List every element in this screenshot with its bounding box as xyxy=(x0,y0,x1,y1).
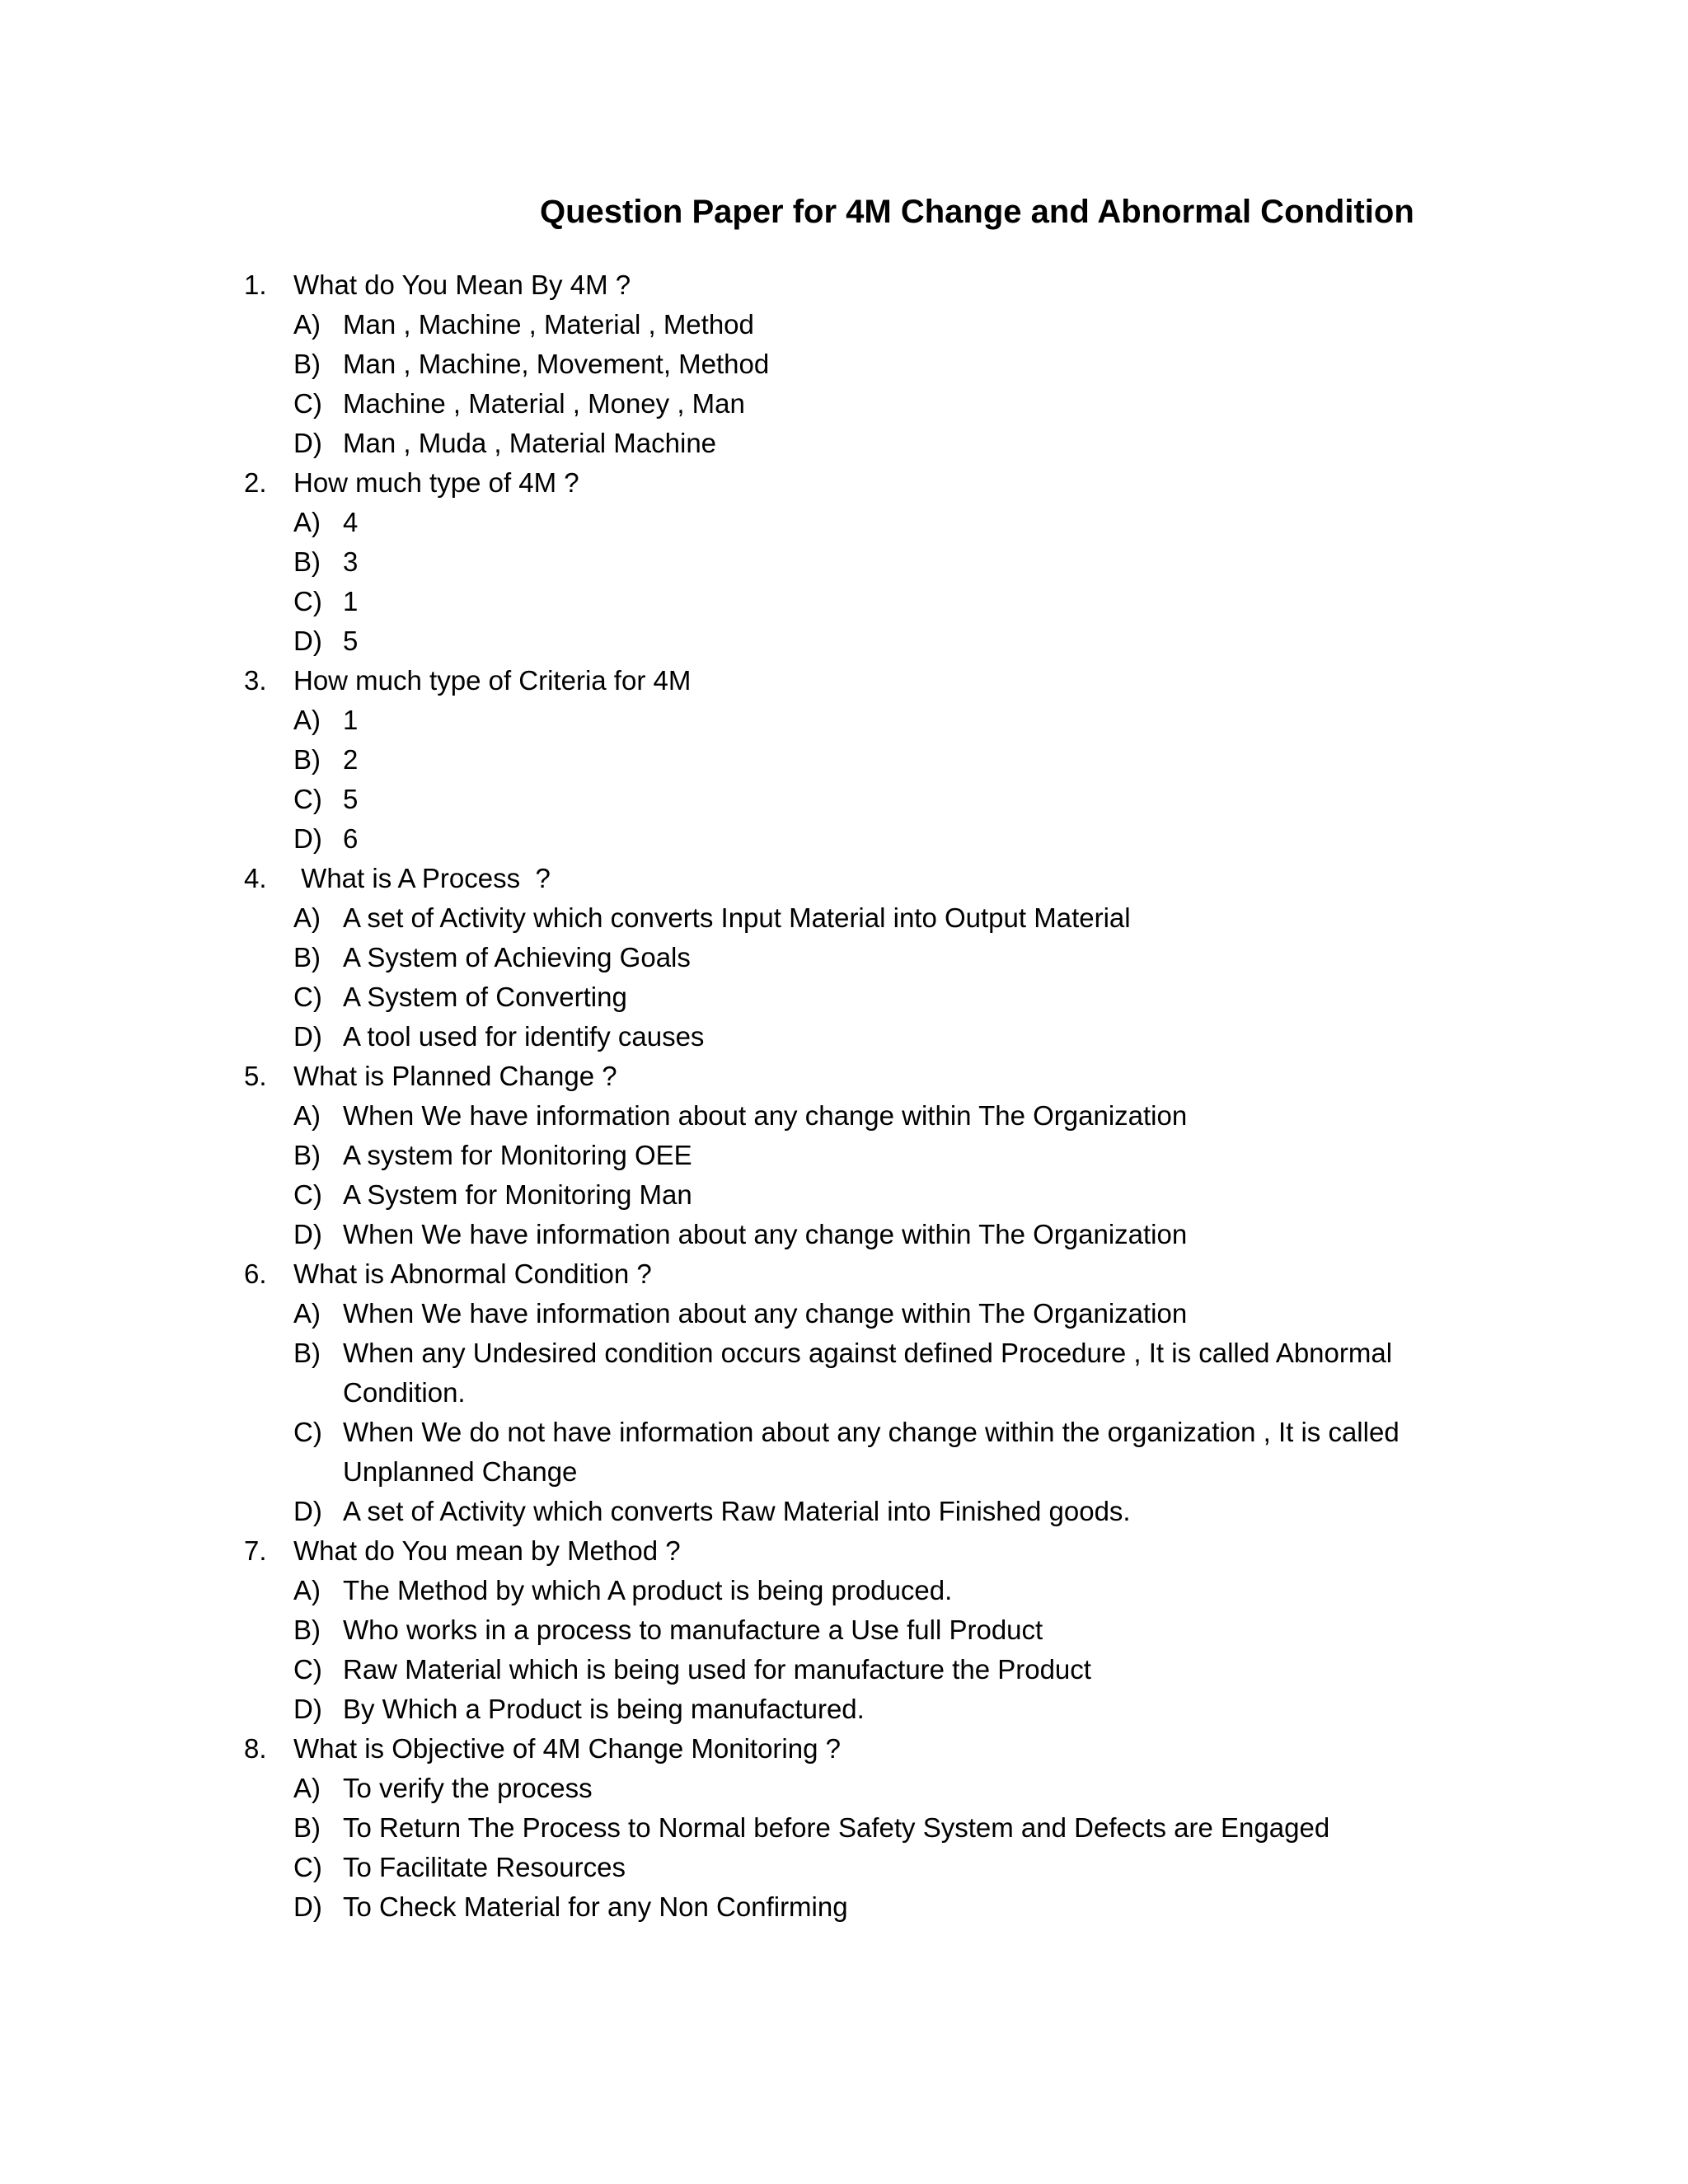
option-item xyxy=(293,1887,1530,1927)
option-item xyxy=(293,384,1530,424)
option-list xyxy=(244,1294,1530,1531)
option-text: Man , Machine, Movement, Method xyxy=(343,349,770,379)
option-letter: B) xyxy=(293,1140,321,1170)
option-item xyxy=(293,1136,1530,1175)
option-text: When We do not have information about any change within the organization , It is called Unplanned Change xyxy=(343,1417,1400,1487)
question-number: 7. xyxy=(244,1535,267,1566)
option-list xyxy=(244,503,1530,661)
option-text: To Facilitate Resources xyxy=(343,1852,626,1882)
option-item xyxy=(293,1017,1530,1057)
question-number: 2. xyxy=(244,467,267,498)
option-text: A set of Activity which converts Input Material into Output Material xyxy=(343,902,1131,933)
option-text: Man , Muda , Material Machine xyxy=(343,428,717,458)
option-text: The Method by which A product is being produced. xyxy=(343,1575,953,1605)
option-letter: D) xyxy=(293,1219,322,1249)
question-row xyxy=(244,265,1530,305)
option-text: To verify the process xyxy=(343,1773,593,1803)
option-text: 3 xyxy=(343,546,359,577)
question-item xyxy=(244,1729,1530,1927)
option-item xyxy=(293,1769,1530,1808)
option-letter: A) xyxy=(293,1575,321,1605)
option-text: A tool used for identify causes xyxy=(343,1021,705,1052)
question-row xyxy=(244,1531,1530,1571)
page-title: Question Paper for 4M Change and Abnormal Condition xyxy=(540,194,1414,230)
option-item xyxy=(293,1215,1530,1254)
option-letter: A) xyxy=(293,1298,321,1329)
option-list xyxy=(244,701,1530,859)
option-letter: B) xyxy=(293,1812,321,1843)
question-item xyxy=(244,1254,1530,1531)
option-item xyxy=(293,503,1530,542)
question-row xyxy=(244,1254,1530,1294)
question-item xyxy=(244,1057,1530,1254)
option-letter: A) xyxy=(293,507,321,537)
option-item xyxy=(293,701,1530,740)
option-text: Man , Machine , Material , Method xyxy=(343,309,754,340)
option-letter: C) xyxy=(293,586,322,616)
option-text: Raw Material which is being used for manufacture the Product xyxy=(343,1654,1091,1685)
option-letter: D) xyxy=(293,1891,322,1922)
option-text: 4 xyxy=(343,507,359,537)
option-item xyxy=(293,1650,1530,1690)
option-item xyxy=(293,780,1530,819)
option-text: A System of Converting xyxy=(343,982,627,1012)
option-text: 1 xyxy=(343,705,359,735)
option-letter: B) xyxy=(293,744,321,775)
question-text: What is Planned Change ? xyxy=(293,1061,617,1091)
option-text: 5 xyxy=(343,626,359,656)
option-text: A System of Achieving Goals xyxy=(343,942,691,972)
option-text: Machine , Material , Money , Man xyxy=(343,388,745,419)
option-text: By Which a Product is being manufactured. xyxy=(343,1694,865,1724)
option-item xyxy=(293,424,1530,463)
option-text: 5 xyxy=(343,784,359,814)
option-text: When We have information about any change within The Organization xyxy=(343,1298,1188,1329)
question-item xyxy=(244,1531,1530,1729)
option-letter: A) xyxy=(293,705,321,735)
question-list xyxy=(244,265,1530,1927)
option-letter: B) xyxy=(293,349,321,379)
question-item xyxy=(244,661,1530,859)
question-number: 6. xyxy=(244,1258,267,1289)
option-list xyxy=(244,305,1530,463)
option-letter: C) xyxy=(293,1852,322,1882)
option-text: When We have information about any change within The Organization xyxy=(343,1219,1188,1249)
question-text: What is Objective of 4M Change Monitoring ? xyxy=(293,1733,841,1764)
option-item xyxy=(293,1492,1530,1531)
option-item xyxy=(293,1333,1530,1413)
option-text: A system for Monitoring OEE xyxy=(343,1140,692,1170)
question-row xyxy=(244,463,1530,503)
option-item xyxy=(293,542,1530,582)
option-list xyxy=(244,1769,1530,1927)
option-item xyxy=(293,977,1530,1017)
option-letter: A) xyxy=(293,309,321,340)
option-item xyxy=(293,1571,1530,1610)
option-letter: D) xyxy=(293,626,322,656)
option-text: 2 xyxy=(343,744,359,775)
question-number: 3. xyxy=(244,665,267,696)
option-letter: B) xyxy=(293,942,321,972)
question-text: How much type of 4M ? xyxy=(293,467,579,498)
option-letter: A) xyxy=(293,1100,321,1131)
option-letter: D) xyxy=(293,823,322,854)
option-text: To Return The Process to Normal before Safety System and Defects are Engaged xyxy=(343,1812,1330,1843)
question-text: What is Abnormal Condition ? xyxy=(293,1258,652,1289)
option-text: A set of Activity which converts Raw Material into Finished goods. xyxy=(343,1496,1131,1526)
option-text: When any Undesired condition occurs against defined Procedure , It is called Abnormal Condition. xyxy=(343,1338,1393,1408)
option-item xyxy=(293,344,1530,384)
option-letter: D) xyxy=(293,428,322,458)
question-row xyxy=(244,661,1530,701)
question-row xyxy=(244,859,1530,898)
option-item xyxy=(293,1294,1530,1333)
question-number: 4. xyxy=(244,863,267,893)
question-row xyxy=(244,1729,1530,1769)
question-text: What is A Process ? xyxy=(293,863,551,893)
option-text: 1 xyxy=(343,586,359,616)
option-item xyxy=(293,1690,1530,1729)
option-text: When We have information about any change within The Organization xyxy=(343,1100,1188,1131)
option-item xyxy=(293,938,1530,977)
option-list xyxy=(244,1096,1530,1254)
option-item xyxy=(293,1848,1530,1887)
option-text: A System for Monitoring Man xyxy=(343,1179,692,1210)
question-item xyxy=(244,265,1530,463)
question-number: 1. xyxy=(244,269,267,300)
option-letter: D) xyxy=(293,1496,322,1526)
option-letter: C) xyxy=(293,982,322,1012)
option-item xyxy=(293,305,1530,344)
option-item xyxy=(293,1096,1530,1136)
option-item xyxy=(293,819,1530,859)
option-list xyxy=(244,1571,1530,1729)
question-item xyxy=(244,859,1530,1057)
option-item xyxy=(293,621,1530,661)
question-text: How much type of Criteria for 4M xyxy=(293,665,692,696)
question-item xyxy=(244,463,1530,661)
question-text: What do You mean by Method ? xyxy=(293,1535,681,1566)
option-item xyxy=(293,898,1530,938)
option-letter: A) xyxy=(293,1773,321,1803)
option-letter: B) xyxy=(293,1338,321,1368)
option-item xyxy=(293,1175,1530,1215)
option-letter: C) xyxy=(293,1417,322,1447)
option-letter: C) xyxy=(293,1654,322,1685)
option-text: 6 xyxy=(343,823,359,854)
option-letter: D) xyxy=(293,1694,322,1724)
option-text: Who works in a process to manufacture a Use full Product xyxy=(343,1615,1043,1645)
option-item xyxy=(293,740,1530,780)
option-item xyxy=(293,1413,1530,1492)
question-number: 8. xyxy=(244,1733,267,1764)
option-text: To Check Material for any Non Confirming xyxy=(343,1891,848,1922)
option-letter: C) xyxy=(293,1179,322,1210)
question-number: 5. xyxy=(244,1061,267,1091)
option-letter: B) xyxy=(293,1615,321,1645)
option-list xyxy=(244,898,1530,1057)
option-letter: B) xyxy=(293,546,321,577)
question-text: What do You Mean By 4M ? xyxy=(293,269,631,300)
option-item xyxy=(293,1610,1530,1650)
question-row xyxy=(244,1057,1530,1096)
option-item xyxy=(293,1808,1530,1848)
option-letter: C) xyxy=(293,388,322,419)
option-item xyxy=(293,582,1530,621)
option-letter: C) xyxy=(293,784,322,814)
option-letter: A) xyxy=(293,902,321,933)
option-letter: D) xyxy=(293,1021,322,1052)
